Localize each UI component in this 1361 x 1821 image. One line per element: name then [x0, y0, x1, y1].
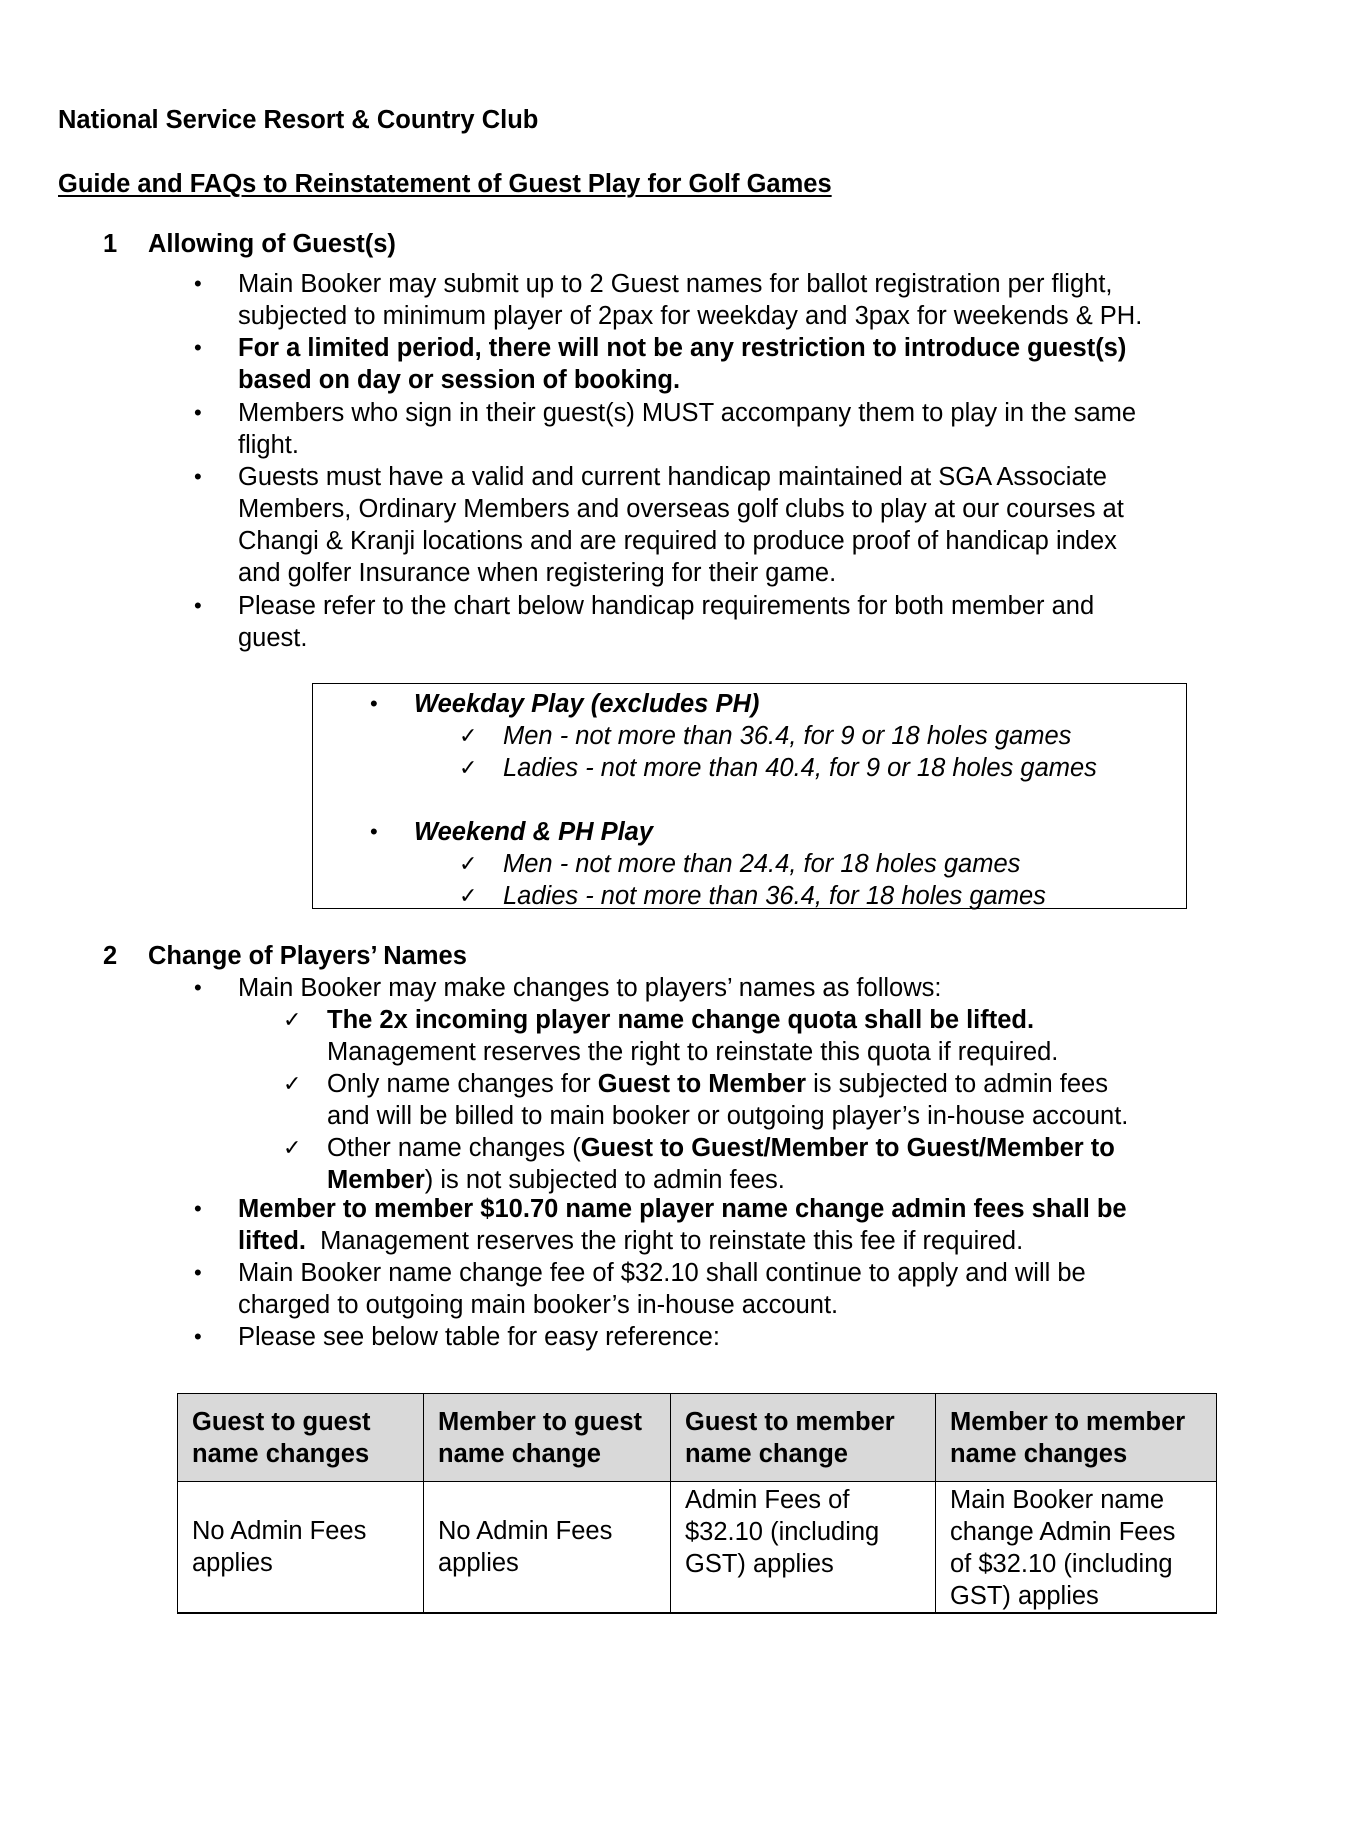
list-item-line: For a limited period, there will not be any restriction to introduce guest(s) [238, 334, 1127, 362]
table-reference-text: Please see below table for easy reference: [238, 1323, 720, 1351]
list-item-line: Changi & Kranji locations and are required to produce proof of handicap index [238, 527, 1117, 555]
main-booker-fee-text: charged to outgoing main booker’s in-house account. [238, 1291, 839, 1319]
text-segment: Only name changes for [327, 1070, 598, 1098]
check-icon: ✓ [459, 723, 478, 748]
bullet-icon: • [370, 691, 378, 716]
section1-number: 1 [103, 230, 118, 258]
list-item-line: Please refer to the chart below handicap requirements for both member and [238, 592, 1095, 620]
quota-lifted-text: The 2x incoming player name change quota shall be lifted. [327, 1006, 1035, 1034]
text-segment: ) is not subjected to admin fees. [424, 1166, 785, 1194]
list-item-line: guest. [238, 624, 308, 652]
weekday-ladies-rule: Ladies - not more than 40.4, for 9 or 18 holes games [503, 754, 1097, 782]
main-booker-fee-text: Main Booker name change fee of $32.10 shall continue to apply and will be [238, 1259, 1086, 1287]
bullet-icon: • [194, 271, 202, 296]
section2-number: 2 [103, 942, 118, 970]
text-segment-bold: lifted. [238, 1227, 306, 1255]
quota-reinstate-text: Management reserves the right to reinstate this quota if required. [327, 1038, 1059, 1066]
bullet-icon: • [194, 1324, 202, 1349]
list-item-line: Main Booker may submit up to 2 Guest names for ballot registration per flight, [238, 270, 1113, 298]
section2-intro: Main Booker may make changes to players’ names as follows: [238, 974, 942, 1002]
bullet-icon: • [194, 1260, 202, 1285]
table-row [178, 1482, 1217, 1614]
text-segment-bold: Guest to Guest/Member to Guest/Member to [580, 1134, 1115, 1162]
list-item-line: subjected to minimum player of 2pax for weekday and 3pax for weekends & PH. [238, 302, 1143, 330]
check-icon: ✓ [459, 851, 478, 876]
weekend-ladies-rule: Ladies - not more than 36.4, for 18 holes games [503, 882, 1046, 910]
list-item-line: and golfer Insurance when registering for their game. [238, 559, 837, 587]
bullet-icon: • [194, 1196, 202, 1221]
cell-member-to-guest: No Admin Fees applies [424, 1482, 671, 1614]
cell-guest-to-guest: No Admin Fees applies [178, 1482, 424, 1614]
text-segment: Management reserves the right to reinstate this fee if required. [306, 1227, 1024, 1255]
bullet-icon: • [194, 464, 202, 489]
other-changes-line [327, 1132, 1115, 1164]
header-member-to-member: Member to member name changes [936, 1394, 1217, 1482]
text-segment: is subjected to admin fees [806, 1070, 1108, 1098]
doc-title: Guide and FAQs to Reinstatement of Guest Play for Golf Games [58, 170, 832, 198]
text-segment-bold: Guest to Member [597, 1070, 807, 1098]
org-title: National Service Resort & Country Club [58, 106, 539, 134]
billing-text: and will be billed to main booker or outgoing player’s in-house account. [327, 1102, 1129, 1130]
cell-guest-to-member: Admin Fees of $32.10 (including GST) applies [671, 1482, 936, 1614]
bullet-icon: • [194, 975, 202, 1000]
check-icon: ✓ [283, 1135, 302, 1160]
list-item-line: flight. [238, 431, 299, 459]
check-icon: ✓ [459, 883, 478, 908]
weekday-heading: Weekday Play (excludes PH) [414, 690, 760, 718]
list-item-line: Members who sign in their guest(s) MUST accompany them to play in the same [238, 399, 1137, 427]
member-fee-lifted-text: Member to member $10.70 name player name change admin fees shall be [238, 1195, 1127, 1223]
section1-heading: Allowing of Guest(s) [148, 230, 396, 258]
bullet-icon: • [194, 400, 202, 425]
section2-heading: Change of Players’ Names [148, 942, 467, 970]
text-segment-bold: Member [327, 1166, 425, 1194]
header-guest-to-member: Guest to member name change [671, 1394, 936, 1482]
other-changes-line-2 [327, 1164, 785, 1196]
bullet-icon: • [194, 335, 202, 360]
guest-to-member-fee-line [327, 1068, 1108, 1100]
list-item-line: based on day or session of booking. [238, 366, 681, 394]
bullet-icon: • [370, 819, 378, 844]
table-header-row [178, 1394, 1217, 1482]
header-guest-to-guest: Guest to guest name changes [178, 1394, 424, 1482]
list-item-line: Guests must have a valid and current handicap maintained at SGA Associate [238, 463, 1107, 491]
member-fee-lifted-line-2 [238, 1225, 1023, 1257]
text-segment: Other name changes ( [327, 1134, 581, 1162]
check-icon: ✓ [459, 755, 478, 780]
header-member-to-guest: Member to guest name change [424, 1394, 671, 1482]
list-item-line: Members, Ordinary Members and overseas golf clubs to play at our courses at [238, 495, 1124, 523]
bullet-icon: • [194, 593, 202, 618]
name-change-fees-table [177, 1393, 1217, 1614]
check-icon: ✓ [283, 1007, 302, 1032]
cell-member-to-member: Main Booker name change Admin Fees of $32.10 (including GST) applies [936, 1482, 1217, 1614]
weekend-heading: Weekend & PH Play [414, 818, 654, 846]
check-icon: ✓ [283, 1071, 302, 1096]
weekend-men-rule: Men - not more than 24.4, for 18 holes games [503, 850, 1021, 878]
weekday-men-rule: Men - not more than 36.4, for 9 or 18 holes games [503, 722, 1072, 750]
